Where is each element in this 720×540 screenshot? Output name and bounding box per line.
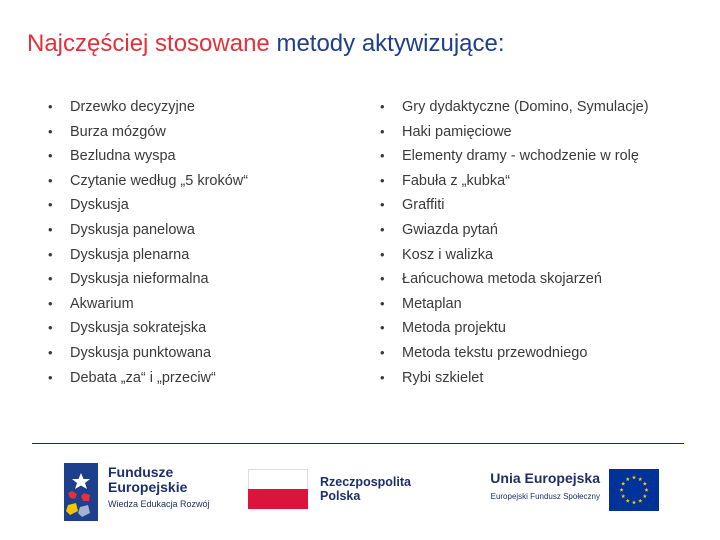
fe-line1: Fundusze bbox=[108, 464, 174, 480]
list-item-label: Dyskusja bbox=[70, 197, 129, 214]
bullet-icon: • bbox=[380, 197, 385, 213]
bullet-icon: • bbox=[380, 344, 385, 360]
footer-divider bbox=[32, 443, 684, 444]
list-item bbox=[48, 366, 348, 391]
list-item-label: Czytanie według „5 kroków“ bbox=[70, 172, 249, 189]
bullet-icon: • bbox=[48, 221, 53, 237]
list-item-label: Elementy dramy - wchodzenie w rolę bbox=[402, 148, 639, 165]
bullet-icon: • bbox=[380, 369, 385, 385]
bullet-icon: • bbox=[48, 172, 53, 188]
list-item-label: Metaplan bbox=[402, 295, 462, 312]
bullet-icon: • bbox=[48, 369, 53, 385]
list-item bbox=[380, 95, 700, 120]
bullet-icon: • bbox=[48, 320, 53, 336]
rzeczpospolita-polska-text bbox=[320, 475, 411, 503]
list-item-label: Dyskusja panelowa bbox=[70, 221, 195, 238]
ue-line2: Europejski Fundusz Społeczny bbox=[490, 492, 600, 501]
list-item-label: Kosz i walizka bbox=[402, 246, 494, 263]
list-item-label: Drzewko decyzyjne bbox=[70, 99, 195, 115]
list-item bbox=[48, 95, 348, 120]
list-item-label: Debata „za“ i „przeciw“ bbox=[70, 369, 216, 386]
list-item bbox=[48, 341, 348, 366]
list-item bbox=[48, 120, 348, 145]
list-item bbox=[380, 267, 700, 292]
list-item bbox=[380, 341, 700, 366]
fe-line2: Europejskie bbox=[108, 479, 188, 495]
list-item bbox=[380, 169, 700, 194]
list-item bbox=[380, 144, 700, 169]
list-item-label: Gwiazda pytań bbox=[402, 221, 498, 238]
bullet-icon: • bbox=[380, 123, 385, 139]
bullet-icon: • bbox=[48, 246, 53, 262]
list-item bbox=[380, 366, 700, 391]
list-item bbox=[380, 243, 700, 268]
bullet-icon: • bbox=[380, 172, 385, 188]
list-item-label: Łańcuchowa metoda skojarzeń bbox=[402, 271, 602, 288]
bullet-icon: • bbox=[48, 148, 53, 164]
bullet-icon: • bbox=[380, 99, 385, 114]
bullet-icon: • bbox=[48, 344, 53, 360]
list-item bbox=[380, 292, 700, 317]
list-item bbox=[380, 120, 700, 145]
ue-line1: Unia Europejska bbox=[490, 470, 600, 486]
fundusze-europejskie-logo-icon bbox=[64, 463, 98, 521]
footer-logos bbox=[0, 455, 720, 535]
rp-line1: Rzeczpospolita bbox=[320, 475, 411, 489]
list-item-label: Gry dydaktyczne (Domino, Symulacje) bbox=[402, 99, 649, 115]
title-part-blue: metody aktywizujące: bbox=[276, 30, 505, 57]
bullet-icon: • bbox=[48, 99, 53, 114]
list-item-label: Metoda tekstu przewodniego bbox=[402, 344, 588, 361]
bullet-icon: • bbox=[380, 295, 385, 311]
bullet-icon: • bbox=[48, 123, 53, 139]
list-item bbox=[48, 316, 348, 341]
list-item-label: Dyskusja nieformalna bbox=[70, 271, 209, 288]
list-item-label: Fabuła z „kubka“ bbox=[402, 172, 510, 189]
bullet-icon: • bbox=[48, 295, 53, 311]
list-item-label: Burza mózgów bbox=[70, 123, 166, 140]
bullet-icon: • bbox=[380, 246, 385, 262]
slide-title bbox=[27, 26, 707, 62]
bullet-icon: • bbox=[380, 148, 385, 164]
list-item bbox=[380, 218, 700, 243]
methods-list-right bbox=[380, 95, 700, 390]
list-item bbox=[48, 144, 348, 169]
rp-line2: Polska bbox=[320, 489, 361, 503]
eu-flag-icon bbox=[609, 469, 659, 511]
list-item bbox=[380, 193, 700, 218]
bullet-icon: • bbox=[48, 197, 53, 213]
list-item-label: Akwarium bbox=[70, 295, 134, 312]
list-item-label: Dyskusja punktowana bbox=[70, 344, 212, 361]
fe-line3: Wiedza Edukacja Rozwój bbox=[108, 499, 210, 509]
title-part-red: Najczęściej stosowane bbox=[27, 30, 270, 57]
fundusze-europejskie-text bbox=[108, 465, 210, 511]
list-item bbox=[48, 169, 348, 194]
list-item-label: Rybi szkielet bbox=[402, 369, 484, 386]
bullet-icon: • bbox=[380, 271, 385, 287]
list-item bbox=[48, 218, 348, 243]
methods-list-left bbox=[48, 95, 348, 390]
list-item-label: Metoda projektu bbox=[402, 320, 506, 337]
list-item-label: Dyskusja plenarna bbox=[70, 246, 190, 263]
list-item-label: Haki pamięciowe bbox=[402, 123, 512, 140]
list-item-label: Bezludna wyspa bbox=[70, 148, 176, 165]
unia-europejska-text bbox=[460, 470, 600, 505]
list-item-label: Graffiti bbox=[402, 197, 445, 214]
bullet-icon: • bbox=[380, 221, 385, 237]
list-item bbox=[48, 243, 348, 268]
bullet-icon: • bbox=[48, 271, 53, 287]
list-item-label: Dyskusja sokratejska bbox=[70, 320, 207, 337]
polish-flag-icon bbox=[248, 469, 308, 509]
list-item bbox=[48, 193, 348, 218]
list-item bbox=[48, 267, 348, 292]
list-item bbox=[48, 292, 348, 317]
bullet-icon: • bbox=[380, 320, 385, 336]
list-item bbox=[380, 316, 700, 341]
